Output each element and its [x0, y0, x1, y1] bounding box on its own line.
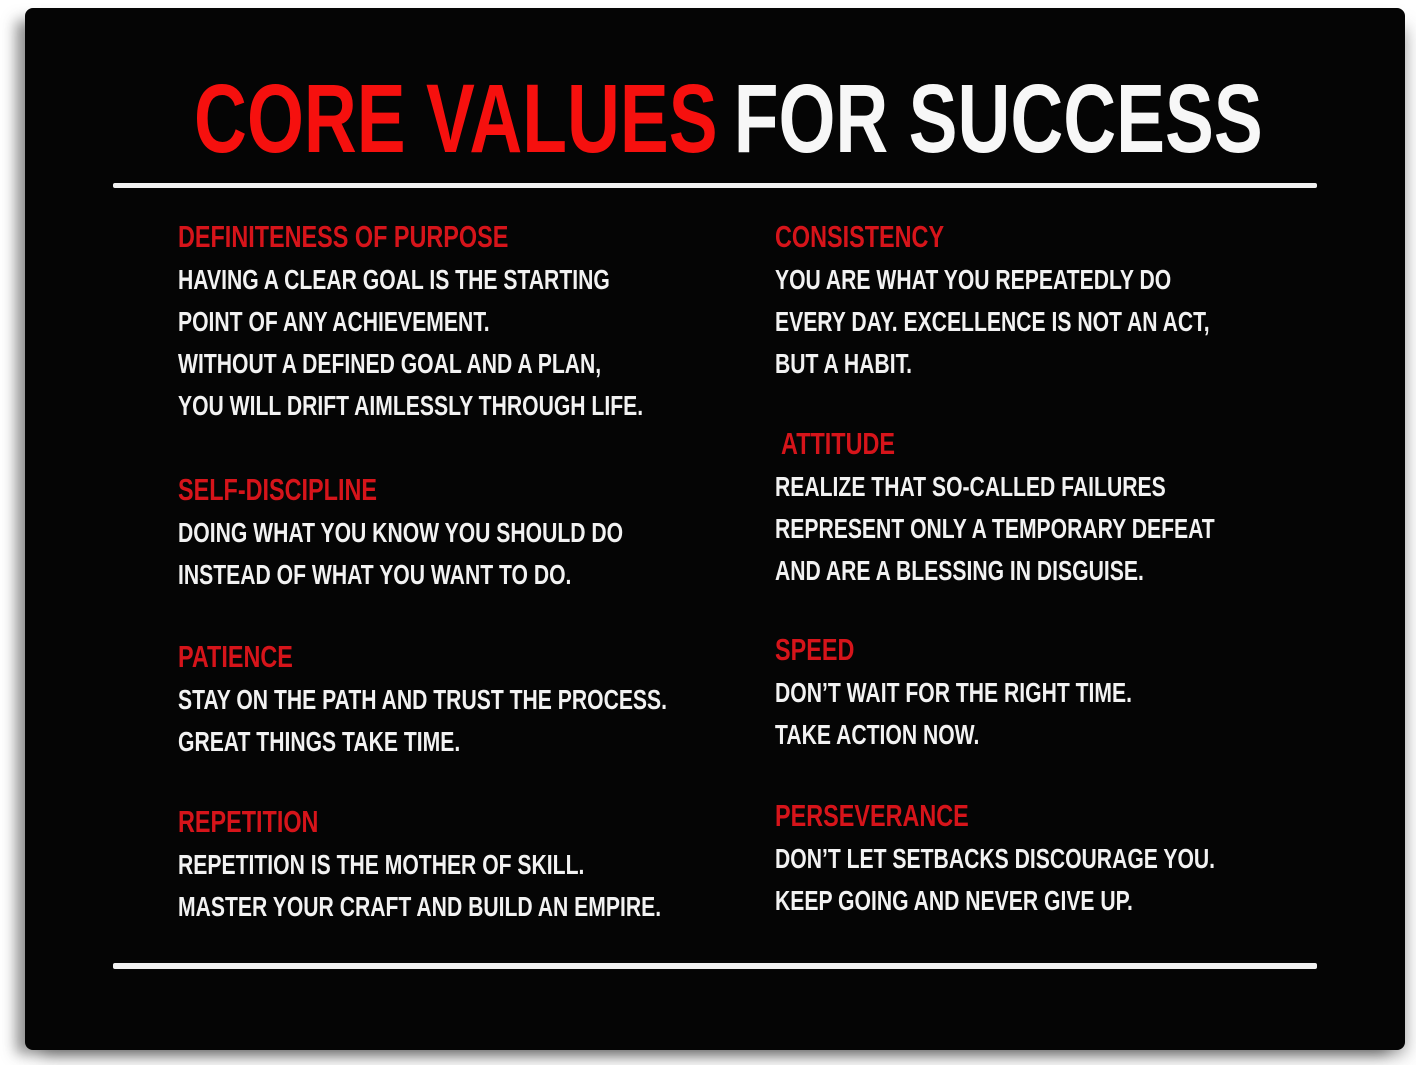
section-heading: DEFINITENESS OF PURPOSE: [178, 219, 509, 254]
section-line: KEEP GOING AND NEVER GIVE UP.: [775, 885, 1133, 916]
section-perseverance: [775, 794, 1215, 922]
section-heading: SELF-DISCIPLINE: [178, 472, 377, 507]
section-line: DON’T LET SETBACKS DISCOURAGE YOU.: [775, 843, 1216, 874]
title-rest: FOR SUCCESS: [733, 64, 1263, 173]
section-self-discipline: [178, 468, 623, 596]
section-line: POINT OF ANY ACHIEVEMENT.: [178, 306, 490, 337]
section-line: STAY ON THE PATH AND TRUST THE PROCESS.: [178, 684, 668, 715]
section-consistency: [775, 215, 1210, 385]
section-line: TAKE ACTION NOW.: [775, 719, 980, 750]
section-line: YOU WILL DRIFT AIMLESSLY THROUGH LIFE.: [178, 390, 644, 421]
poster-title: [194, 64, 1263, 173]
section-line: REALIZE THAT SO-CALLED FAILURES: [775, 471, 1166, 502]
section-patience: [178, 635, 667, 763]
poster-canvas: [25, 8, 1405, 1050]
section-line: REPRESENT ONLY A TEMPORARY DEFEAT: [775, 513, 1215, 544]
section-attitude: [775, 422, 1215, 592]
section-line: WITHOUT A DEFINED GOAL AND A PLAN,: [178, 348, 602, 379]
section-line: HAVING A CLEAR GOAL IS THE STARTING: [178, 264, 610, 295]
section-speed: [775, 628, 1132, 756]
section-line: DOING WHAT YOU KNOW YOU SHOULD DO: [178, 517, 624, 548]
section-line: GREAT THINGS TAKE TIME.: [178, 726, 461, 757]
section-heading: REPETITION: [178, 804, 319, 839]
footer-divider-line: [113, 963, 1317, 969]
title-divider-line: [113, 183, 1317, 188]
section-line: YOU ARE WHAT YOU REPEATEDLY DO: [775, 264, 1172, 295]
title-highlight: CORE VALUES: [194, 64, 718, 173]
section-line: INSTEAD OF WHAT YOU WANT TO DO.: [178, 559, 572, 590]
section-heading: PERSEVERANCE: [775, 798, 969, 833]
section-line: REPETITION IS THE MOTHER OF SKILL.: [178, 849, 585, 880]
section-line: EVERY DAY. EXCELLENCE IS NOT AN ACT,: [775, 306, 1210, 337]
section-heading: CONSISTENCY: [775, 219, 945, 254]
section-line: MASTER YOUR CRAFT AND BUILD AN EMPIRE.: [178, 891, 662, 922]
section-heading: ATTITUDE: [781, 426, 896, 461]
section-line: DON’T WAIT FOR THE RIGHT TIME.: [775, 677, 1133, 708]
section-line: BUT A HABIT.: [775, 348, 913, 379]
section-heading: SPEED: [775, 632, 855, 667]
section-definiteness-of-purpose: [178, 215, 643, 427]
section-line: AND ARE A BLESSING IN DISGUISE.: [775, 555, 1144, 586]
section-heading: PATIENCE: [178, 639, 293, 674]
section-repetition: [178, 800, 661, 928]
